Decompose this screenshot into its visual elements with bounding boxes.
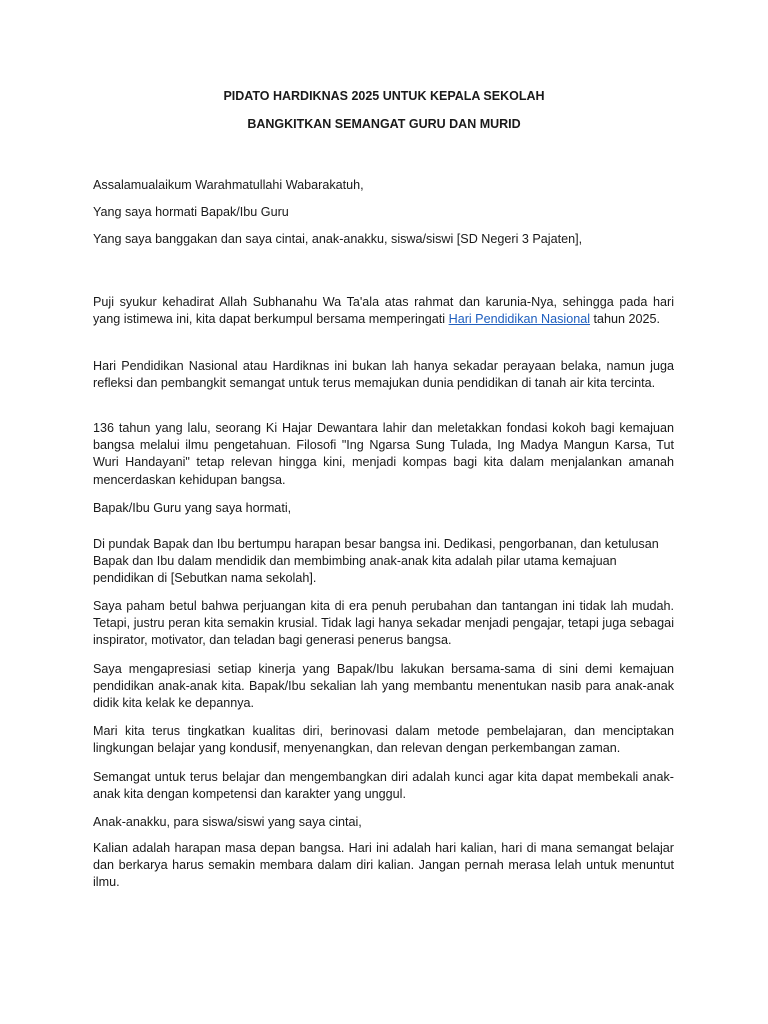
opening-greeting: Assalamualaikum Warahmatullahi Wabarakatuh, <box>93 178 364 192</box>
paragraph-teacher-dedication <box>93 536 693 588</box>
salutation-teachers-2: Bapak/Ibu Guru yang saya hormati, <box>93 501 292 515</box>
paragraph-hardiknas-meaning: Hari Pendidikan Nasional atau Hardiknas ini bukan lah hanya sekadar perayaan belaka, namun juga refleksi dan pembangkit semangat untuk terus memajukan dunia pendidikan di tanah air kita tercinta. <box>93 359 674 391</box>
paragraph-gratitude-text: Puji syukur kehadirat Allah Subhanahu Wa Ta'ala atas rahmat dan karunia-Nya, sehingga pada hari yang istimewa ini, kita dapat berkumpul bersama memperingati <box>93 295 674 327</box>
document-title: PIDATO HARDIKNAS 2025 UNTUK KEPALA SEKOLAH <box>223 89 545 103</box>
paragraph-innovation: Mari kita terus tingkatkan kualitas diri, berinovasi dalam metode pembelajaran, dan menciptakan lingkungan belajar yang kondusif, menyenangkan, dan relevan dengan perkembangan zaman. <box>93 724 674 756</box>
paragraph-lifelong-learning: Semangat untuk terus belajar dan mengembangkan diri adalah kunci agar kita dapat membekali anak-anak kita dengan kompetensi dan karakter yang unggul. <box>93 770 674 802</box>
paragraph-students-hope: Kalian adalah harapan masa depan bangsa. Hari ini adalah hari kalian, hari di mana semangat belajar dan berkarya harus semakin membara dalam diri kalian. Jangan pernah merasa lelah untuk menuntut ilmu. <box>93 841 674 890</box>
hardiknas-link[interactable]: Hari Pendidikan Nasional <box>448 312 591 327</box>
paragraph-line: Di pundak Bapak dan Ibu bertumpu harapan besar bangsa ini. Dedikasi, pengorbanan, dan ketulusan <box>93 537 659 551</box>
salutation-teachers: Yang saya hormati Bapak/Ibu Guru <box>93 205 289 219</box>
paragraph-gratitude-end: tahun 2025. <box>590 312 661 327</box>
paragraph-appreciation: Saya mengapresiasi setiap kinerja yang Bapak/Ibu lakukan bersama-sama di sini demi kemajuan pendidikan anak-anak kita. Bapak/Ibu sekalian lah yang membantu menentukan nasib para anak-anak didik kita kelak ke depannya. <box>93 662 674 711</box>
salutation-students: Yang saya banggakan dan saya cintai, anak-anakku, siswa/siswi [SD Negeri 3 Pajaten], <box>93 232 583 246</box>
paragraph-challenges: Saya paham betul bahwa perjuangan kita di era penuh perubahan dan tantangan ini tidak lah mudah. Tetapi, justru peran kita semakin krusial. Tidak lagi hanya sekadar menjadi pengajar, tetapi juga sebagai inspirator, motivator, dan teladan bagi generasi penerus bangsa. <box>93 599 674 648</box>
paragraph-line: Bapak dan Ibu dalam mendidik dan membimbing anak-anak kita adalah pilar utama kemajuan <box>93 554 617 569</box>
paragraph-ki-hajar-dewantara: 136 tahun yang lalu, seorang Ki Hajar Dewantara lahir dan meletakkan fondasi kokoh bagi kemajuan bangsa melalui ilmu pengetahuan. Filosofi "Ing Ngarsa Sung Tulada, Ing Madya Mangun Karsa, Tut Wuri Handayani" tetap relevan hingga kini, menjadi kompas bagi kita dalam menjalankan amanah mencerdaskan kehidupan bangsa. <box>93 421 674 487</box>
document-subtitle: BANGKITKAN SEMANGAT GURU DAN MURID <box>247 117 521 131</box>
paragraph-gratitude <box>93 294 674 328</box>
salutation-students-2: Anak-anakku, para siswa/siswi yang saya cintai, <box>93 815 362 829</box>
paragraph-line: pendidikan di [Sebutkan nama sekolah]. <box>93 571 317 586</box>
